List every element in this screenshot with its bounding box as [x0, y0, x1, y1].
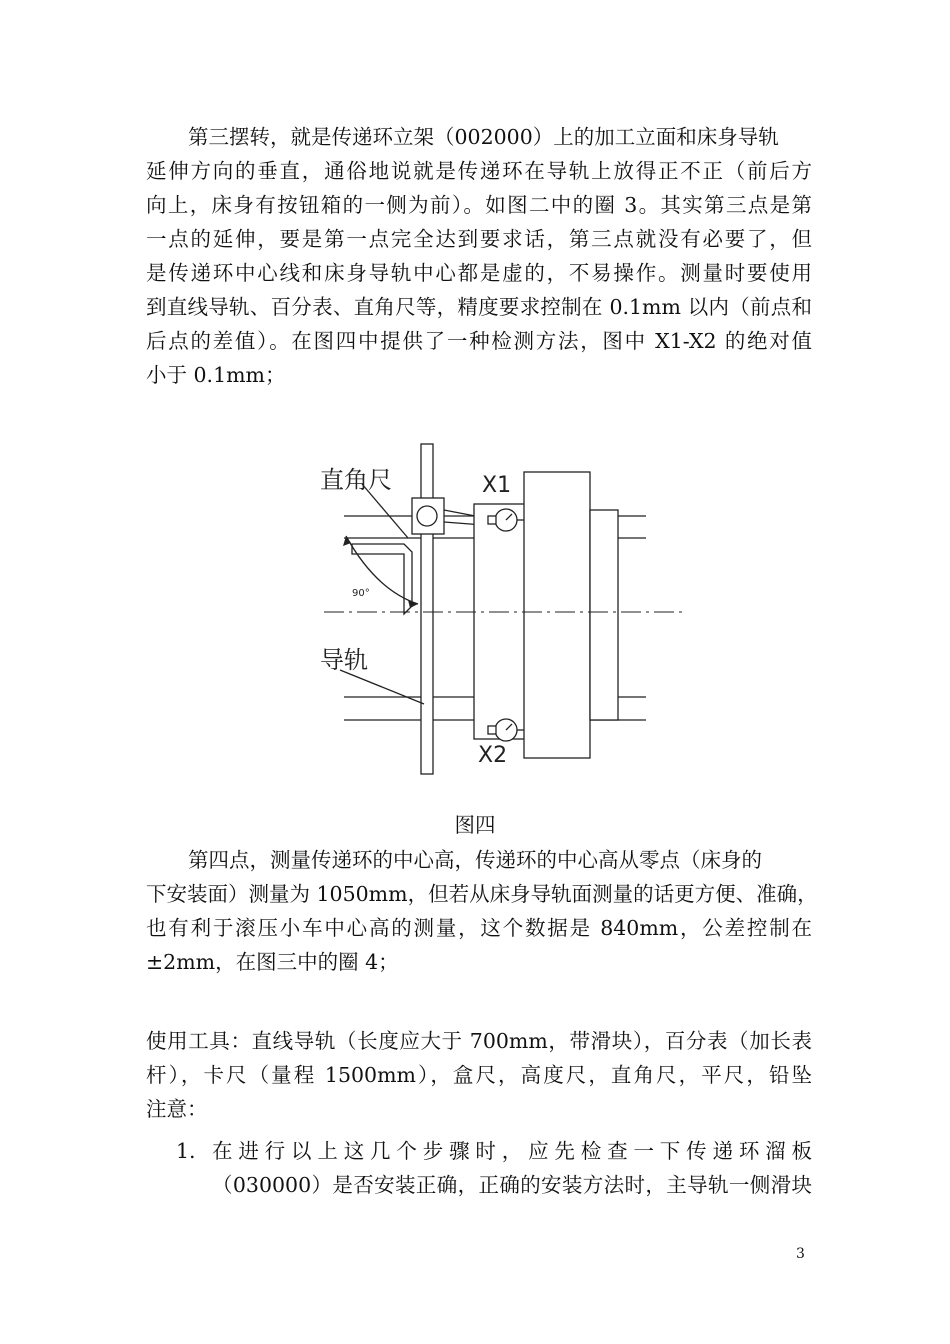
right-ring-block [590, 510, 618, 720]
left-ring-block [474, 504, 526, 739]
paragraph-line: 也有利于滚压小车中心高的测量，这个数据是 840mm，公差控制在 [146, 916, 812, 940]
note-body [212, 1134, 812, 1202]
paragraph-line: 到直线导轨、百分表、直角尺等，精度要求控制在 0.1mm 以内（前点和 [146, 295, 812, 319]
paragraph-center-height [146, 843, 818, 979]
label-angle: 90° [352, 588, 370, 599]
page-number: 3 [796, 1246, 805, 1262]
note-line: （030000）是否安装正确，正确的安装方法时，主导轨一侧滑块 [212, 1173, 812, 1197]
paragraph-line: 向上，床身有按钮箱的一侧为前）。如图二中的圈 3。其实第三点是第 [146, 193, 812, 217]
paragraph-line: 后点的差值）。在图四中提供了一种检测方法，图中 X1-X2 的绝对值 [146, 329, 812, 353]
figure-4-measurement-diagram [316, 440, 688, 780]
vertical-guide-rail [421, 444, 433, 774]
paragraph-line: 延伸方向的垂直，通俗地说就是传递环在导轨上放得正不正（前后方 [146, 159, 812, 183]
paragraph-line: ±2mm，在图三中的圈 4； [146, 950, 399, 974]
gauge-stem [488, 726, 496, 734]
note-line: 在进行以上这几个步骤时，应先检查一下传递环溜板 [212, 1139, 812, 1163]
label-right-angle-square: 直角尺 [320, 466, 392, 494]
paragraph-line: 使用工具：直线导轨（长度应大于 700mm，带滑块），百分表（加长表 [146, 1029, 812, 1053]
right-angle-square-shape [352, 544, 412, 614]
label-guide-rail: 导轨 [320, 646, 368, 674]
note-number: 1. [176, 1139, 196, 1163]
label-x1: X1 [482, 473, 512, 498]
paragraph-tools [146, 1024, 812, 1126]
figure-caption: 图四 [454, 813, 496, 837]
paragraph-line: 注意： [146, 1097, 208, 1121]
paragraph-line: 第三摆转，就是传递环立架（002000）上的加工立面和床身导轨 [188, 125, 779, 149]
paragraph-line: 一点的延伸，要是第一点完全达到要求话，第三点就没有必要了，但 [146, 227, 812, 251]
paragraph-line: 是传递环中心线和床身导轨中心都是虚的，不易操作。测量时要使用 [146, 261, 812, 285]
paragraph-line: 下安装面）测量为 1050mm，但若从床身导轨面测量的话更方便、准确， [146, 882, 818, 906]
gauge-stem [488, 516, 496, 524]
angle-arrowhead [408, 600, 418, 608]
leader-line-rail [340, 670, 424, 704]
label-x2: X2 [478, 743, 508, 768]
paragraph-line: 第四点，测量传递环的中心高，传递环的中心高从零点（床身的 [188, 848, 762, 872]
paragraph-perpendicularity [146, 120, 812, 392]
paragraph-line: 小于 0.1mm； [146, 363, 286, 387]
paragraph-line: 杆），卡尺（量程 1500mm），盒尺，高度尺，直角尺，平尺，铅坠 [146, 1063, 812, 1087]
transfer-ring-body [524, 472, 590, 758]
